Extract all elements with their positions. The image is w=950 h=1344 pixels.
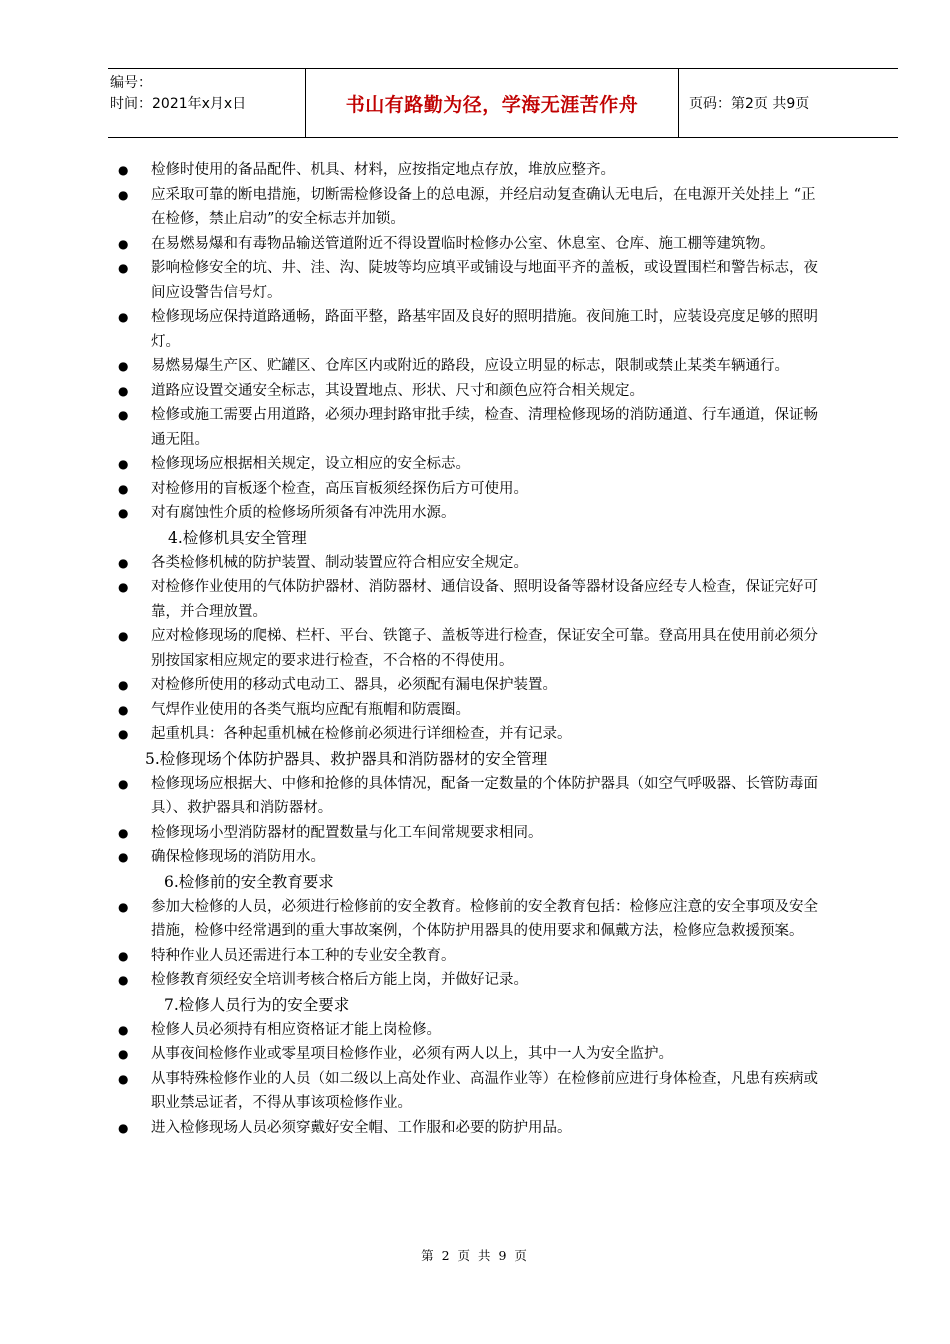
section-6-list	[118, 895, 828, 993]
document-body	[118, 158, 828, 1140]
list-item: ● 在易燃易爆和有毒物品输送管道附近不得设置临时检修办公室、休息室、仓库、施工棚等建筑物。	[118, 232, 828, 257]
bullet-icon: ●	[118, 236, 129, 251]
bullet-icon: ●	[118, 383, 129, 398]
list-item: ● 起重机具：各种起重机械在检修前必须进行详细检查，并有记录。	[118, 722, 828, 747]
list-item: ● 检修时使用的备品配件、机具、材料，应按指定地点存放，堆放应整齐。	[118, 158, 828, 183]
list-item: ● 易燃易爆生产区、贮罐区、仓库区内或附近的路段，应设立明显的标志，限制或禁止某类车辆通行。	[118, 354, 828, 379]
list-item: ● 进入检修现场人员必须穿戴好安全帽、工作服和必要的防护用品。	[118, 1116, 828, 1141]
list-item: ● 对有腐蚀性介质的检修场所须备有冲洗用水源。	[118, 501, 828, 526]
section-4-list	[118, 551, 828, 747]
bullet-icon: ●	[118, 948, 129, 963]
list-item: ● 气焊作业使用的各类气瓶均应配有瓶帽和防震圈。	[118, 698, 828, 723]
list-item: ● 从事夜间检修作业或零星项目检修作业，必须有两人以上，其中一人为安全监护。	[118, 1042, 828, 1067]
list-item: ● 检修现场小型消防器材的配置数量与化工车间常规要求相同。	[118, 821, 828, 846]
section-7-list	[118, 1018, 828, 1141]
bullet-icon: ●	[118, 555, 129, 570]
list-item: ● 对检修用的盲板逐个检查，高压盲板须经探伤后方可使用。	[118, 477, 828, 502]
list-item: ● 检修教育须经安全培训考核合格后方能上岗，并做好记录。	[118, 968, 828, 993]
section-heading-7: 7.检修人员行为的安全要求	[164, 995, 350, 1014]
list-item: ● 检修现场应根据大、中修和抢修的具体情况，配备一定数量的个体防护器具（如空气呼吸器、长管防毒面具）、救护器具和消防器材。	[118, 772, 828, 821]
bullet-icon: ●	[118, 310, 129, 324]
bullet-icon: ●	[118, 481, 129, 496]
bullet-icon: ●	[118, 825, 129, 840]
bullet-icon: ●	[118, 408, 129, 422]
section-heading-4: 4.检修机具安全管理	[168, 528, 307, 547]
list-item: ● 影响检修安全的坑、井、洼、沟、陡坡等均应填平或铺设与地面平齐的盖板，或设置围栏和警告标志，夜间应设警告信号灯。	[118, 256, 828, 305]
list-item: ● 特种作业人员还需进行本工种的专业安全教育。	[118, 944, 828, 969]
header-page-number: 页码：第2页 共9页	[689, 96, 810, 112]
bullet-icon: ●	[118, 580, 129, 594]
bullet-icon: ●	[118, 727, 129, 741]
header-meta	[108, 69, 306, 137]
list-item: ● 检修人员必须持有相应资格证才能上岗检修。	[118, 1018, 828, 1043]
section-5-list	[118, 772, 828, 870]
bullet-icon: ●	[118, 163, 129, 177]
page-footer: 第 2 页 共 9 页	[421, 1248, 529, 1263]
section-heading-5: 5.检修现场个体防护器具、救护器具和消防器材的安全管理	[145, 749, 548, 768]
bullet-icon: ●	[118, 850, 129, 864]
bullet-icon: ●	[118, 973, 129, 987]
list-item: ● 道路应设置交通安全标志，其设置地点、形状、尺寸和颜色应符合相关规定。	[118, 379, 828, 404]
list-item: ● 从事特殊检修作业的人员（如二级以上高处作业、高温作业等）在检修前应进行身体检查，凡患有疾病或职业禁忌证者，不得从事该项检修作业。	[118, 1067, 828, 1116]
list-item: ● 参加大检修的人员，必须进行检修前的安全教育。检修前的安全教育包括：检修应注意的安全事项及安全措施，检修中经常遇到的重大事故案例，个体防护用器具的使用要求和佩戴方法，检修应急救援预案。	[118, 895, 828, 944]
header-motto: 书山有路勤为径，学海无涯苦作舟	[306, 69, 679, 137]
bullet-icon: ●	[118, 261, 129, 275]
list-item: ● 应对检修现场的爬梯、栏杆、平台、铁篦子、盖板等进行检查，保证安全可靠。登高用具在使用前必须分别按国家相应规定的要求进行检查，不合格的不得使用。	[118, 624, 828, 673]
list-item: ● 检修现场应保持道路通畅，路面平整，路基牢固及良好的照明措施。夜间施工时，应装设亮度足够的照明灯。	[118, 305, 828, 354]
list-item: ● 应采取可靠的断电措施，切断需检修设备上的总电源，并经启动复查确认无电后，在电源开关处挂上 “正在检修，禁止启动”的安全标志并加锁。	[118, 183, 828, 232]
bullet-icon: ●	[118, 457, 129, 471]
list-item: ● 检修或施工需要占用道路，必须办理封路审批手续，检查、清理检修现场的消防通道、行车通道，保证畅通无阻。	[118, 403, 828, 452]
list-item: ● 对检修所使用的移动式电动工、器具，必须配有漏电保护装置。	[118, 673, 828, 698]
section-heading-6: 6.检修前的安全教育要求	[164, 872, 334, 891]
page-header	[108, 68, 898, 138]
bullet-icon: ●	[118, 629, 129, 643]
bullet-icon: ●	[118, 899, 129, 914]
bullet-icon: ●	[118, 359, 129, 373]
bullet-icon: ●	[118, 776, 129, 791]
list-item: ● 各类检修机械的防护装置、制动装置应符合相应安全规定。	[118, 551, 828, 576]
serial-label: 编号：	[110, 75, 152, 91]
bullet-icon: ●	[118, 1022, 129, 1037]
bullet-icon: ●	[118, 702, 129, 717]
intro-list	[118, 158, 828, 526]
bullet-icon: ●	[118, 187, 129, 202]
time-label: 时间：2021年x月x日	[110, 96, 247, 112]
bullet-icon: ●	[118, 506, 129, 520]
list-item: ● 对检修作业使用的气体防护器材、消防器材、通信设备、照明设备等器材设备应经专人检查，保证完好可靠，并合理放置。	[118, 575, 828, 624]
bullet-icon: ●	[118, 1047, 129, 1061]
list-item: ● 确保检修现场的消防用水。	[118, 845, 828, 870]
bullet-icon: ●	[118, 1120, 129, 1135]
list-item: ● 检修现场应根据相关规定，设立相应的安全标志。	[118, 452, 828, 477]
bullet-icon: ●	[118, 1071, 129, 1086]
bullet-icon: ●	[118, 678, 129, 692]
